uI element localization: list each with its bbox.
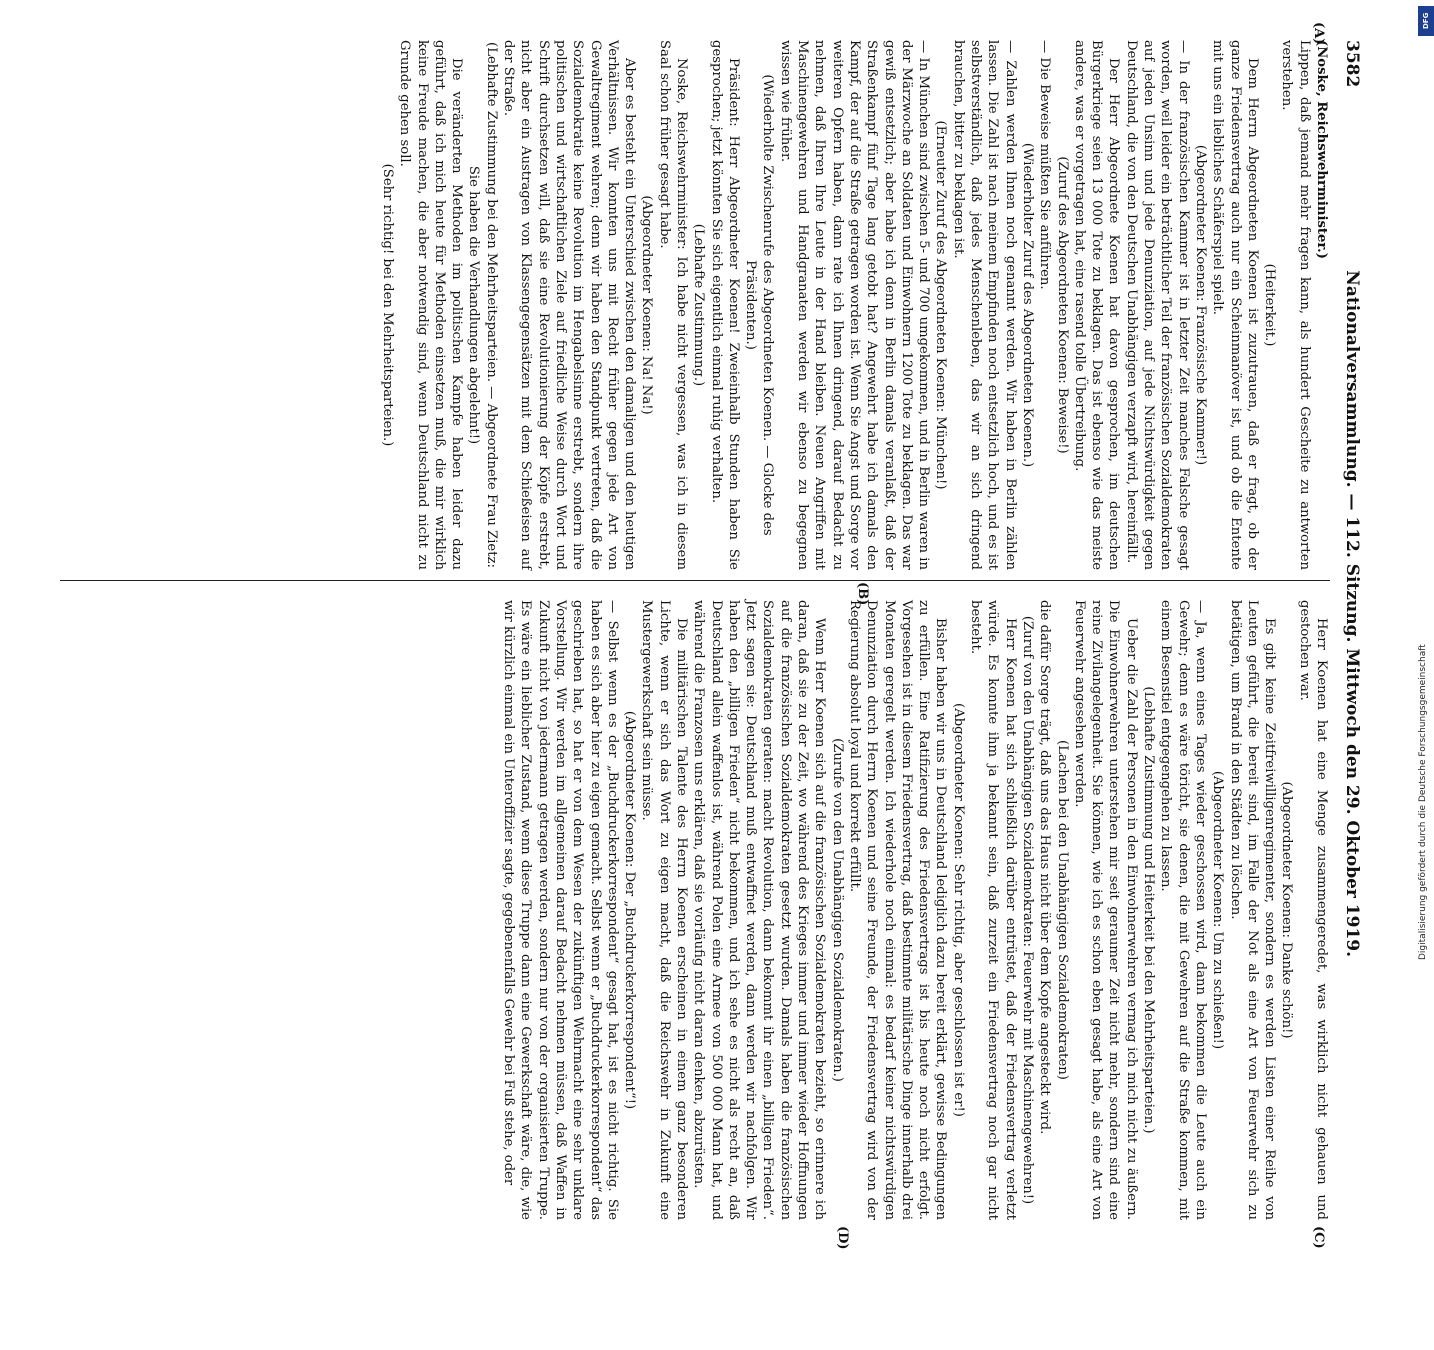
paragraph: Es gibt keine Zeitfreiwilligenregimenter, sondern es werden Listen einer Reihe von Leuten geführt, die bereit sind, im Falle der Not als eine Art von Feuerwehr sich zu betätigen, um Brand in den Städten zu löschen. bbox=[1227, 600, 1278, 1220]
paragraph: Herr Koenen hat eine Menge zusammengeredet, was wirklich nicht gehauen und gestochen war. bbox=[1296, 600, 1329, 1220]
margin-marker-c: (C) bbox=[1311, 1226, 1326, 1249]
paragraph: — In München sind zwischen 5- und 700 umgekommen, und in Berlin waren in der Märzwoche an Soldaten und Einwohnern 1200 Tote zu beklagen. Das war gewiß entsetzlich; aber habe ich denn in Berlin damals veranlaßt, daß der Straßenkampf fünf Tage lang getobt hat? Angewehrt habe ich damals den Kampf, der auf die Straße getragen worden ist. Wenn Sie Angst und Sorge vor weiteren Opfern haben, dann rate ich Ihnen dringend, darauf Bedacht zu nehmen, daß Ihren Ihre Leute in der Hand bleiben. Neuen Angriffen mit Maschinengewehren und Handgranaten werden wir ebenso zu begegnen wissen wie früher. bbox=[777, 40, 932, 570]
interjection: (Lebhafte Zustimmung bei den Mehrheitsparteien. — Abgeordnete Frau Zietz: Sie haben die Verhandlungen abgelehnt!) bbox=[466, 42, 499, 568]
paragraph: Lippen, daß jemand mehr fragen kann, als hundert Gescheite zu antworten verstehen. bbox=[1279, 40, 1312, 570]
paragraph: Ueber die Zahl der Personen in den Einwohnerwehren vermag ich mich nicht zu äußern. Die Einwohnerwehren unterstehen mir seit geraumer Zeit nicht mehr, sondern sind eine reine Zivilangelegenheit. Sie können, wie ich es schon eben gesagt habe, als eine Art von Feuerwehr angesehen werden. bbox=[1071, 600, 1139, 1220]
right-column bbox=[500, 600, 1330, 1220]
page-header bbox=[1334, 40, 1362, 960]
margin-marker-b: (B) bbox=[855, 582, 870, 606]
interjection: (Abgeordneter Koenen: Um zu schießen!) bbox=[1210, 770, 1226, 1050]
president-remark: Präsident: Herr Abgeordneter Koenen! Zweieinhalb Stunden haben Sie gesprochen; jetzt könnten Sie sich eigentlich einmal ruhig verhalten. bbox=[708, 40, 741, 570]
paragraph: Der Herr Abgeordnete Koenen hat davon gesprochen, im deutschen Bürgerkriege seien 13 000 Tote zu beklagen. Das ist ebenso wie das meiste andere, was er vorgetragen hat, eine rasend tolle Übertreibung. bbox=[1071, 40, 1122, 570]
paragraph: Die militärischen Talente des Herrn Koenen erscheinen in einem ganz besonderen Lichte, wenn er sich das Wort zu eigen macht, daß die Reichswehr in Zukunft eine Mustergewerkschaft sein müsse. bbox=[639, 600, 690, 1220]
digitization-credit: Digitalisierung gefördert durch die Deutsche Forschungsgemeinschaft bbox=[1418, 644, 1428, 960]
newspaper-page bbox=[40, 20, 1362, 1350]
paragraph: Herr Koenen hat sich schließlich darüber entrüstet, daß der Friedensvertrag verletzt würde. Es konnte ihm ja bekannt sein, daß zurzeit ein Friedensvertrag noch gar nicht besteht. bbox=[968, 600, 1018, 1220]
paragraph: — In der französischen Kammer ist in letzter Zeit manches Falsche gesagt worden, weil leider ein beträchtlicher Teil der französischen Sozialdemokraten auf jeden Unsinn und jede Denunziation, auf jede Nichtswürdigkeit gegen Deutschland, die von den Deutschen Unabhängigen verzapft wird, hereinfällt. bbox=[1123, 40, 1191, 570]
paragraph: Aber es besteht ein Unterschied zwischen den damaligen und den heutigen Verhältnissen. Wir konnten uns mit Recht früher gegen jede Art von Gewaltregiment wehren; denn wir haben den Standpunkt vertreten, daß die Sozialdemokratie keine Revolution im Hengabelsinne erstrebt, sondern ihre politischen und wirtschaftlichen Ziele auf friedliche Weise durch Wort und Schrift durchsetzen will, daß sie eine Revolutionierung der Köpfe erstrebt, nicht aber ein Austragen von Klassengegensätzen mit dem Schießeisen auf der Straße. bbox=[501, 40, 638, 570]
left-column bbox=[379, 40, 1330, 570]
paragraph: — Selbst wenn es der „Buchdruckerkorrespondent“ gesagt hat, ist es nicht richtig. Sie haben es sich aber hier zu eigen gemacht. Selbst wenn er „Buchdruckerkorrespondent“ das geschrieben hat, so hat er von dem Wesen der zukünftigen Wehrmacht eine sehr unklare Vorstellung. Wir werden im allgemeinen darauf Bedacht nehmen müssen, daß Waffen in Zukunft nicht von jedermann getragen werden, sondern nur von der organisierten Truppe. Es wäre ein lieblicher Zustand, wenn diese Truppe dann eine Gewerkschaft wäre, die, wie wir kürzlich einmal ein Unteroffizier sagte, gegebenenfalls Gewehr bei Fuß stehe, oder bbox=[501, 600, 620, 1220]
dfg-logo: DFG bbox=[1418, 6, 1434, 36]
interjection: (Abgeordneter Koenen: Der „Buchdruckerkorrespondent“!) bbox=[622, 710, 638, 1110]
paragraph: die dafür Sorge trägt, daß uns das Haus nicht über dem Kopfe angesteckt wird. bbox=[1037, 600, 1053, 1135]
paragraph: Bisher haben wir uns in Deutschland lediglich dazu bereit erklärt, gewisse Bedingungen zu erfüllen. Eine Ratifizierung des Friedensvertrags ist bis heute noch nicht erfolgt. Vorgesehen ist in diesem Friedensvertrag, daß bestimmte militärische Dinge innerhalb drei Monaten geregelt werden. Ich wiederhole noch einmal: es bedarf keiner nichtswürdigen Denunziation durch Herrn Koenen und seine Freunde, der Friedensvertrag wird von der Regierung absolut loyal und korrekt erfüllt. bbox=[846, 600, 949, 1220]
paragraph: — Zahlen werden Ihnen noch genannt werden. Wir haben in Berlin zählen lassen. Die Zahl ist nach meinem Empfinden noch entsetzlich hoch, und es ist selbstverständlich, daß jedes Menschenleben, das wir an sich dringend brauchen, bitter zu beklagen ist. bbox=[950, 40, 1018, 570]
column-divider bbox=[60, 580, 1330, 581]
interjection: (Lebhafte Zustimmung und Heiterkeit bei den Mehrheitsparteien.) bbox=[1141, 686, 1157, 1134]
speaker-paragraph: Noske, Reichswehrminister: Ich habe nicht vergessen, was ich in diesem Saal schon früher gesagt habe. bbox=[656, 40, 690, 570]
paragraph: Wenn Herr Koenen sich auf die französischen Sozialdemokraten bezieht, so erinnere ich daran, daß sie zu der Zeit, wo während des Krieges immer und immer wieder Hoffnungen auf die französischen Sozialdemokraten gesetzt wurden. Damals haben die französischen Sozialdemokraten geraten: macht Revolution, dann bekommt ihr einen „billigen Frieden“. Jetzt sagen sie: Deutschland muß entwaffnet werden, dann werden wir nachfolgen. Wir haben den „billigen Frieden“ nicht bekommen, und ich sehe es nicht als recht an, daß Deutschland allein waffenlos ist, während Polen eine Armee von 500 000 Mann hat, und während die Franzosen uns erklären, daß sie vorläufig nicht daran denken, abzurüsten. bbox=[691, 600, 828, 1220]
interjection: (Zurufe von den Unabhängigen Sozialdemokraten.) bbox=[829, 738, 845, 1082]
speaker-line: (Noske, Reichswehrminister.) bbox=[1314, 40, 1329, 259]
interjection: (Erneuter Zuruf des Abgeordneten Koenen: München!) bbox=[933, 120, 949, 490]
interjection: (Lebhafte Zustimmung.) bbox=[691, 223, 707, 387]
interjection: (Abgeordneter Koenen: Danke schön!) bbox=[1279, 781, 1295, 1039]
interjection: (Heiterkeit.) bbox=[1262, 263, 1278, 347]
interjection: (Abgeordneter Koenen: Na! Na!) bbox=[639, 195, 655, 415]
interjection: (Zuruf von den Unabhängigen Sozialdemokraten: Feuerwehr mit Maschinengewehren!) bbox=[1019, 615, 1035, 1205]
paragraph: Die veränderten Methoden im politischen Kampfe haben leider dazu geführt, daß ich mich heute für Methoden einsetzen muß, die mir wirklich keine Freude machen, die aber notwendig sind, wenn Deutschland nicht zu Grunde gehen soll. bbox=[397, 40, 465, 570]
page-number: 3582 bbox=[1342, 40, 1362, 88]
interjection: (Lachen bei den Unabhängigen Sozialdemokraten) bbox=[1054, 740, 1070, 1080]
margin-marker-a: (A) bbox=[1311, 22, 1326, 45]
paragraph: Dem Herrn Abgeordneten Koenen ist zuzutrauen, daß er fragt, ob der ganze Friedensvertrag auch nur ein Scheinmanöver ist, und ob die Entente mit uns ein liebliches Schäferspiel spielt. bbox=[1210, 40, 1260, 570]
interjection: (Abgeordneter Koenen: Sehr richtig, aber geschlossen ist er!) bbox=[950, 703, 966, 1117]
interjection: (Sehr richtig! bei den Mehrheitsparteien.) bbox=[379, 163, 395, 447]
interjection: (Wiederholter Zuruf des Abgeordneten Koenen.) bbox=[1019, 142, 1035, 468]
interjection: (Wiederholte Zwischenrufe des Abgeordneten Koenen. — Glocke des Präsidenten.) bbox=[743, 74, 776, 536]
paragraph: — Die Beweise müßten Sie anführen. bbox=[1037, 40, 1053, 290]
interjection: (Abgeordneter Koenen: Französische Kammer!) bbox=[1192, 144, 1208, 466]
margin-marker-d: (D) bbox=[835, 1226, 850, 1250]
page-title: Nationalversammlung. — 112. Sitzung. Mittwoch den 29. Oktober 1919. bbox=[1342, 270, 1362, 958]
paragraph: — Ja, wenn eines Tages wieder geschossen wird, dann bekommen die Leute auch ein Gewehr; denn es wäre töricht, sie denen, die mit Gewehren auf die Straße kommen, mit einem Besenstiel entgegengehen zu lassen. bbox=[1158, 600, 1208, 1220]
interjection: (Zuruf des Abgeordneten Koenen: Beweise!) bbox=[1054, 156, 1070, 454]
